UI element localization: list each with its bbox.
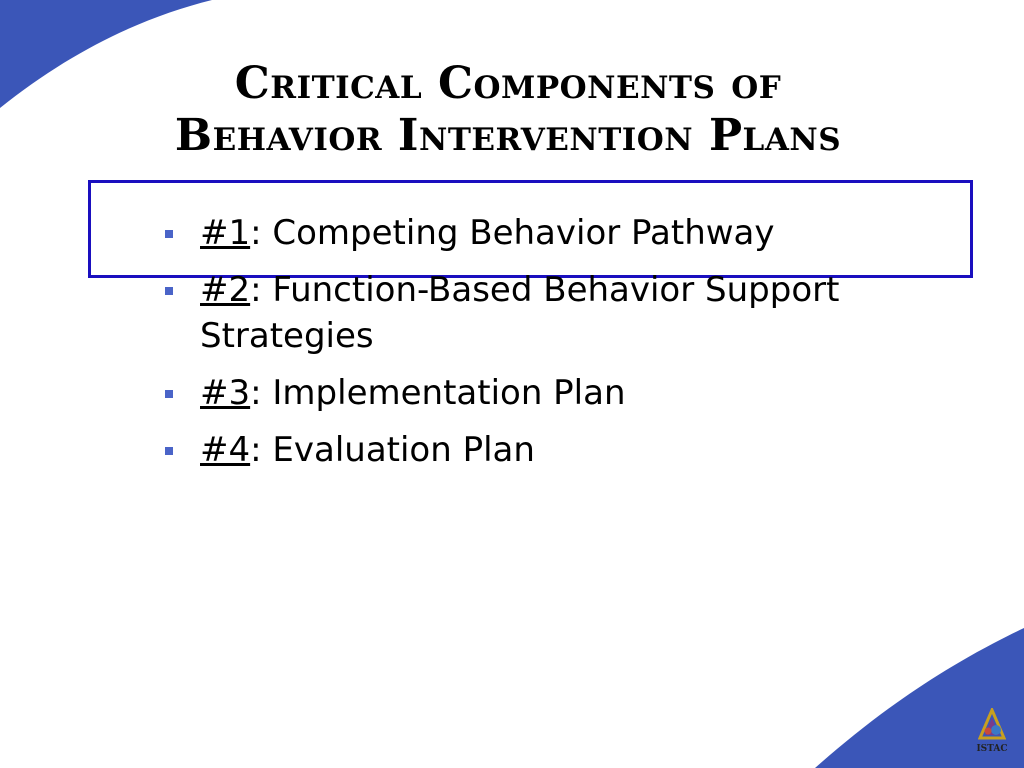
bullet-item-3 [160,370,880,416]
slide-title [0,58,1016,162]
bullet-list [160,210,880,484]
bullet-text: : Implementation Plan [250,373,626,413]
logo-text: ISTAC [976,744,1008,754]
title-line-1: Critical Components of [234,58,782,109]
title-line-2: Behavior Intervention Plans [174,110,842,161]
bullet-item-4 [160,427,880,473]
bullet-square-icon [165,287,173,295]
bullet-text: : Competing Behavior Pathway [250,213,775,253]
bullet-square-icon [165,390,173,398]
bullet-number: #4 [200,430,251,470]
istac-logo [970,708,1014,760]
bullet-square-icon [165,230,173,238]
bullet-item-1 [160,210,880,256]
bullet-text: : Evaluation Plan [250,430,535,470]
bullet-number: #3 [200,373,251,413]
bullet-number: #2 [200,270,251,310]
bullet-text: : Function-Based Behavior Support Strategies [200,270,840,356]
bullet-number: #1 [200,213,251,253]
bullet-item-2 [160,267,880,359]
istac-logo-icon [978,708,1006,742]
bullet-square-icon [165,447,173,455]
